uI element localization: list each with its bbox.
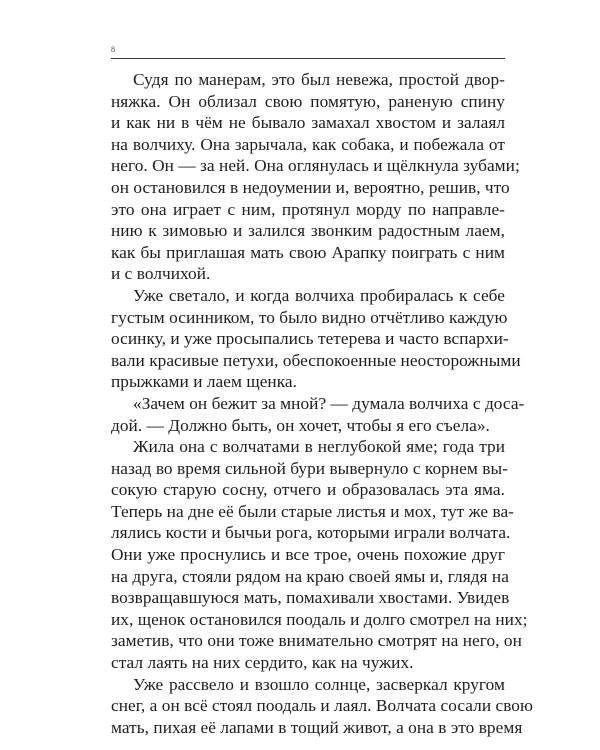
text-line: это она играет с ним, протянул морду по направле-	[111, 199, 505, 219]
text-line: снег, а он всё стоял поодаль и лаял. Волчата сосали свою	[111, 696, 533, 716]
text-line: лялись кости и бычьи рога, которыми играли волчата.	[111, 523, 511, 543]
paragraph	[111, 674, 533, 739]
text-line: и как ни в чём не бывало замахал хвостом и залаял	[111, 113, 505, 133]
text-line: густым осинником, то было видно отчётливо каждую	[111, 307, 508, 327]
text-line: нию к зимовью и залился звонким радостным лаем,	[111, 221, 505, 241]
paragraph	[111, 393, 525, 436]
text-line: сокую старую сосну, отчего и образовалась эта яма.	[111, 480, 505, 500]
text-line: заметив, что они тоже внимательно смотрят на него, он	[111, 631, 522, 651]
text-line: стал лаять на них сердито, как на чужих.	[111, 653, 414, 673]
text-line: Жила она с волчатами в неглубокой яме; года три	[133, 437, 505, 457]
text-line: назад во время сильной бури вывернуло с корнем вы-	[111, 458, 508, 478]
text-line: Теперь на дне её были старые листья и мох, тут же ва-	[111, 501, 514, 521]
text-line: вали красивые петухи, обеспокоенные неосторожными	[111, 350, 521, 370]
text-line: «Зачем он бежит за мной? — думала волчиха с доса-	[133, 393, 525, 413]
page-number: 8	[111, 45, 115, 54]
paragraph	[111, 69, 520, 285]
text-line: на волчиху. Она зарычала, как собака, и побежала от	[111, 134, 505, 154]
text-line: Судя по манерам, это был невежа, простой двор-	[133, 70, 505, 89]
text-line: он остановился в недоумении и, вероятно, решив, что	[111, 177, 510, 197]
paragraph	[111, 285, 521, 393]
paragraph	[111, 436, 528, 674]
text-line: мать, пихая её лапами в тощий живот, а она в это время	[111, 717, 523, 737]
text-line: дой. — Должно быть, он хочет, чтобы я его съела».	[111, 415, 490, 435]
body-text	[111, 69, 533, 738]
text-line: осинку, и уже просыпались тетерева и часто вспархи-	[111, 329, 509, 349]
text-line: на друга, стояли рядом на краю своей ямы и, глядя на	[111, 566, 509, 586]
text-line: Они уже проснулись и все трое, очень похожие друг	[111, 545, 505, 565]
text-line: него. Он — за ней. Она оглянулась и щёлкнула зубами;	[111, 156, 520, 176]
text-line: их, щенок остановился поодаль и долго смотрел на них;	[111, 609, 528, 629]
text-line: возвращавшуюся мать, помахивали хвостами. Увидев	[111, 588, 510, 608]
text-line: няжка. Он облизал свою помятую, раненую спину	[111, 91, 505, 111]
running-head	[111, 44, 505, 59]
book-page	[111, 44, 533, 738]
text-line: как бы приглашая мать свою Арапку поиграть с ним	[111, 242, 505, 262]
text-line: прыжками и лаем щенка.	[111, 372, 297, 392]
text-line: Уже светало, и когда волчиха пробиралась к себе	[133, 285, 505, 305]
text-line: Уже рассвело и взошло солнце, засверкал кругом	[133, 674, 505, 694]
text-line: и с волчихой.	[111, 264, 211, 284]
